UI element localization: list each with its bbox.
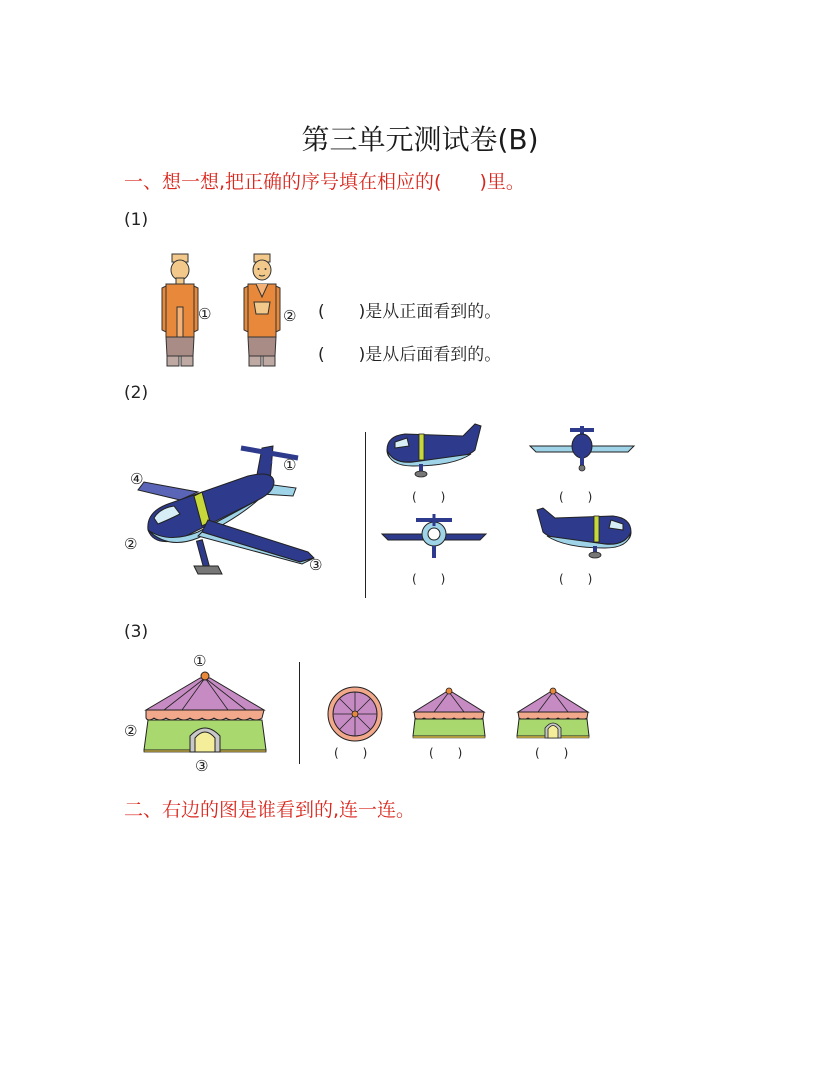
answer-blank-tent-3: ( ): [535, 746, 569, 760]
section-2-heading: 二、右边的图是谁看到的,连一连。: [124, 799, 416, 821]
answer-line-back: ( )是从后面看到的。: [318, 345, 502, 365]
question-1-label: (1): [124, 210, 149, 230]
answer-blank-view-4: ( ): [559, 572, 593, 586]
answer-blank-tent-2: ( ): [429, 746, 463, 760]
tent-marker-3: ③: [195, 757, 209, 775]
tent-marker-1: ①: [193, 652, 207, 670]
marker-1: ①: [198, 305, 212, 323]
person-front-view-figure: [242, 252, 282, 370]
plane-marker-3: ③: [309, 556, 323, 574]
tent-main-figure: [142, 668, 268, 754]
tent-front-view: [516, 686, 590, 740]
airplane-main-figure: [138, 440, 338, 580]
answer-blank-tent-1: ( ): [334, 746, 368, 760]
section-1-heading: 一、想一想,把正确的序号填在相应的( )里。: [124, 171, 525, 193]
person-back-view-figure: [160, 252, 200, 370]
answer-line-front: ( )是从正面看到的。: [318, 302, 502, 322]
tent-side-view: [412, 686, 486, 740]
question-3-label: (3): [124, 622, 149, 642]
airplane-side-view-1: [383, 422, 483, 480]
question-2-label: (2): [124, 383, 149, 403]
answer-blank-view-3: ( ): [412, 572, 446, 586]
plane-marker-2: ②: [124, 535, 138, 553]
page-title: 第三单元测试卷(B): [301, 123, 539, 156]
tent-marker-2: ②: [124, 722, 138, 740]
marker-2: ②: [283, 307, 297, 325]
answer-blank-view-2: ( ): [559, 490, 593, 504]
airplane-front-view-top: [528, 422, 636, 478]
divider-q3: [299, 662, 300, 764]
plane-marker-1: ①: [283, 456, 297, 474]
plane-marker-4: ④: [130, 470, 144, 488]
tent-top-view: [326, 685, 384, 743]
divider-q2: [365, 432, 366, 598]
airplane-side-view-2: [535, 506, 635, 560]
airplane-front-view-nose: [380, 512, 488, 568]
answer-blank-view-1: ( ): [412, 490, 446, 504]
